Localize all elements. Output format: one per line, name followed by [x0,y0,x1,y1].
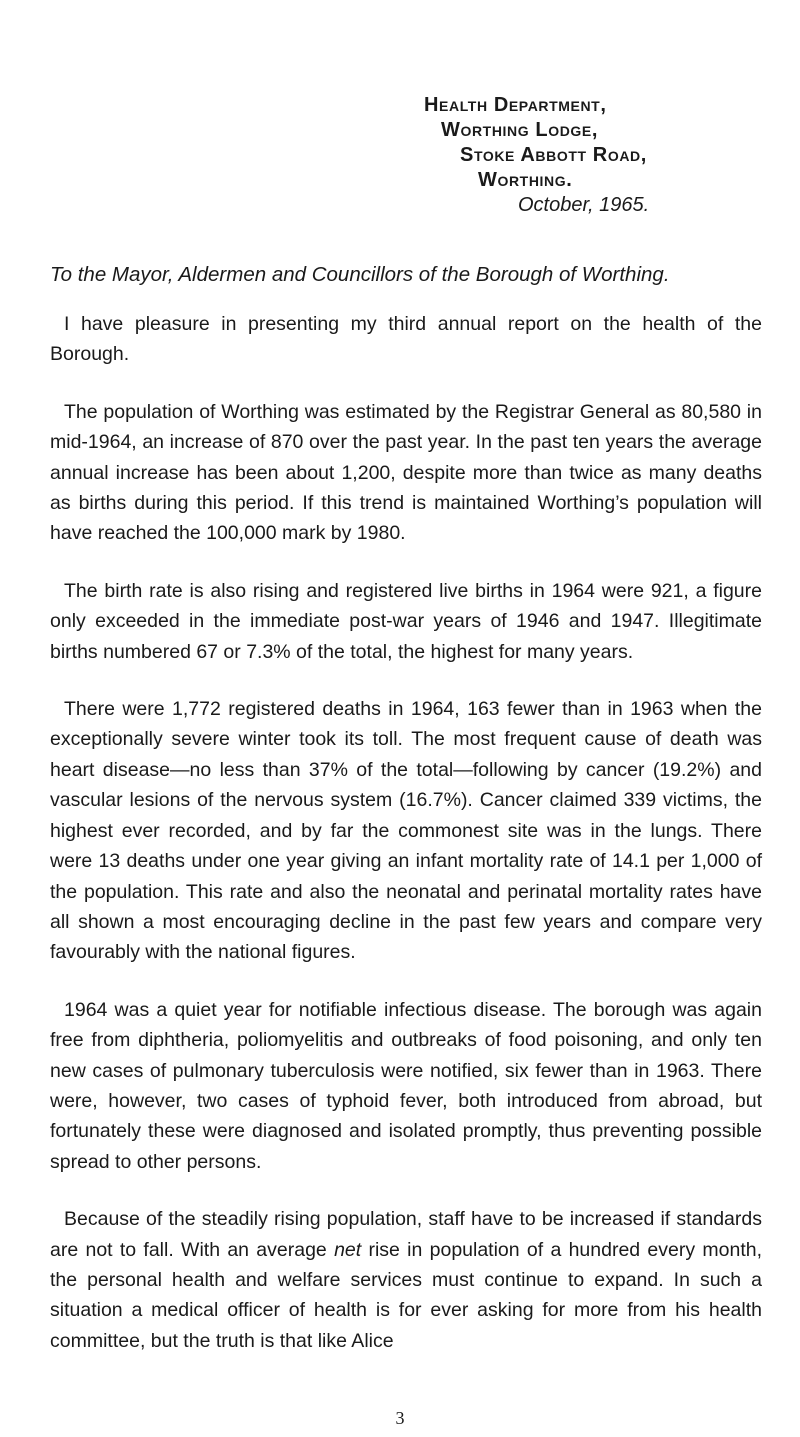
report-body [50,309,762,1356]
paragraph-staffing [50,1204,762,1356]
address-building: Worthing Lodge, [441,119,598,141]
letter-date: October, 1965. [518,194,650,216]
paragraph-intro: I have pleasure in presenting my third annual report on the health of the Borough. [50,313,762,366]
emphasis-net: net [334,1238,362,1261]
salutation: To the Mayor, Aldermen and Councillors of the Borough of Worthing. [50,263,670,286]
address-town: Worthing. [478,169,573,191]
page-number: 3 [395,1408,405,1428]
letterhead-address [424,93,649,218]
paragraph-births: The birth rate is also rising and registered live births in 1964 were 921, a figure only exceeded in the immediate post-war years of 1946 and 1947. Illegitimate births numbered 67 or 7.3% of the total, the highest for many years. [50,579,762,663]
paragraph-population: The population of Worthing was estimated by the Registrar General as 80,580 in mid-1964, an increase of 870 over the past year. In the past ten years the average annual increase has been about 1,200, despite more than twice as many deaths as births during this period. If this trend is maintained Worthing’s population will have reached the 100,000 mark by 1980. [50,400,762,545]
paragraph-deaths: There were 1,772 registered deaths in 1964, 163 fewer than in 1963 when the exceptionally severe winter took its toll. The most frequent cause of death was heart disease—no less than 37% of the total—following by cancer (19.2%) and vascular lesions of the nervous system (16.7%). Cancer claimed 339 victims, the highest ever recorded, and by far the commonest site was in the lungs. There were 13 deaths under one year giving an infant mortality rate of 14.1 per 1,000 of the population. This rate and also the neonatal and perinatal mortality rates have all shown a most encouraging decline in the past few years and compare very favourably with the national figures. [50,698,762,964]
paragraph-staffing-part1: Because of the steadily rising population, staff have to be increased if standards are not to fall. With an average [50,1208,762,1261]
paragraph-infectious-disease: 1964 was a quiet year for notifiable infectious disease. The borough was again free from diphtheria, poliomyelitis and outbreaks of food poisoning, and only ten new cases of pulmonary tuberculosis were notified, six fewer than in 1963. There were, however, two cases of typhoid fever, both introduced from abroad, but fortunately these were diagnosed and isolated promptly, thus preventing possible spread to other persons. [50,998,762,1173]
address-street: Stoke Abbott Road, [460,144,647,166]
paragraph-staffing-part2: rise in population of a hundred every month, the personal health and welfare services must continue to expand. In such a situation a medical officer of health is for ever asking for more from his health committee, but the truth is that like Alice [50,1238,763,1352]
address-department: Health Department, [424,94,607,116]
